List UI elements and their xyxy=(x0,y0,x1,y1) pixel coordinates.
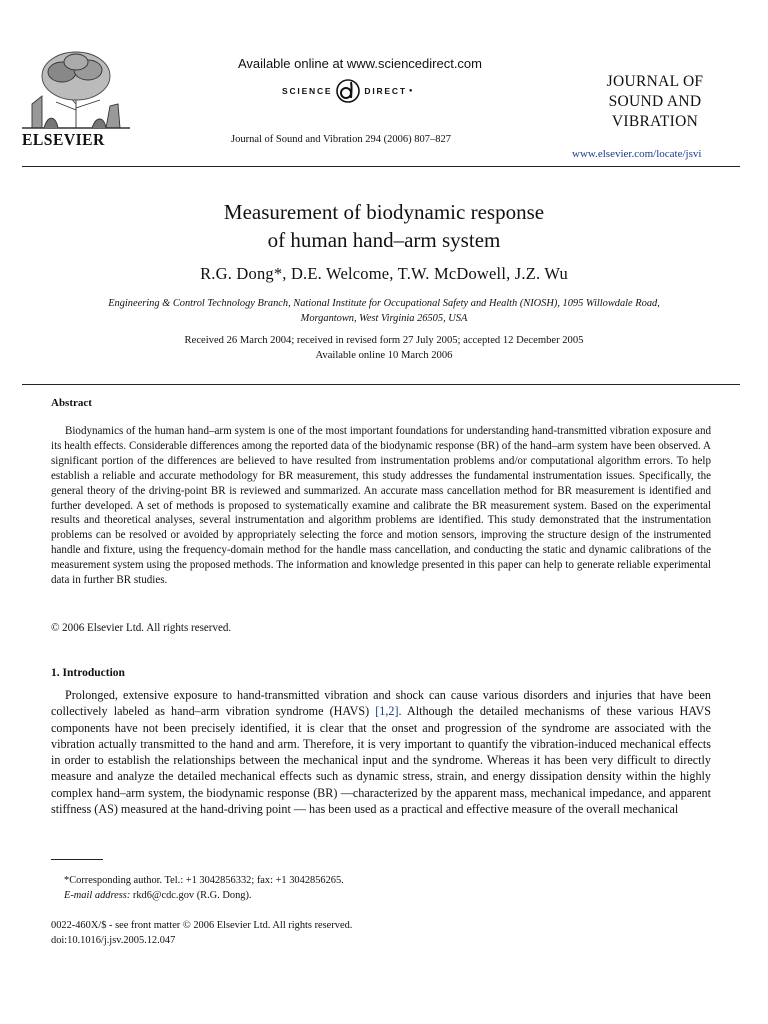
footnote-doi[interactable]: doi:10.1016/j.jsv.2005.12.047 xyxy=(51,935,176,946)
introduction-text-part: . Although the detailed mechanisms of these various HAVS components have not been precisely identified, it is clear that the onset and progression of the syndrome are associated with the vibration actually transmitted to the hand and arm. Therefore, it is very important to quantify the vibration-induced mechanical effects in order to establish the relationships between the mechanical input and the syndrome. Whereas it has been very difficult to directly measure and analyze the detailed mechanical effects such as dynamic stress, strain, and energy dissipation density within the highly complex hand–arm system, the biodynamic response (BR) —characterized by the apparent mass, mechanical impedance, and apparent stiffness (AS) measured at the hand-driving point — has been used as a practical and effective measure of the overall mechanical xyxy=(51,704,712,817)
citation-link[interactable]: [1,2] xyxy=(375,704,399,719)
article-title-line: of human hand–arm system xyxy=(267,228,501,252)
footnote-email xyxy=(64,890,252,901)
journal-reference: Journal of Sound and Vibration 294 (2006) 807–827 xyxy=(231,134,451,145)
abstract-divider xyxy=(22,384,740,385)
article-title-line: Measurement of biodynamic response xyxy=(223,200,545,224)
received-dates: Received 26 March 2004; received in revised form 27 July 2005; accepted 12 December 2005 xyxy=(184,335,584,346)
publisher-name: ELSEVIER xyxy=(22,130,105,149)
abstract-heading: Abstract xyxy=(51,397,92,409)
affiliation xyxy=(50,296,718,326)
elsevier-logo xyxy=(22,44,132,150)
footnote-corresponding-author: *Corresponding author. Tel.: +1 3042856332; fax: +1 3042856265. xyxy=(64,875,344,886)
affiliation-line: Engineering & Control Technology Branch, National Institute for Occupational Safety and Health (NIOSH), 1095 Willowdale Road, xyxy=(108,298,660,309)
journal-url-link[interactable]: www.elsevier.com/locate/jsvi xyxy=(572,148,702,160)
available-online-link[interactable]: Available online at www.sciencedirect.com xyxy=(238,56,482,71)
abstract-body: Biodynamics of the human hand–arm system is one of the most important foundations for understanding hand-transmitted vibration exposure and its health effects. Considerable differences among the reported data of the biodynamic response (BR) of the hand–arm system have been observed. A significant portion of the differences are believed to have resulted from instrumentation problems and/or computational algorithm errors. To help establish a reliable and accurate methodology for BR measurement, this study addresses the fundamental instrumentation issues. Specifically, the general theory of the driving-point BR is reviewed and summarized. An accurate mass cancellation method for BR measurement is identified and further developed. A set of methods is proposed to systematically examine and calibrate the BR measurement system. Based on the experimental results and theoretical analyses, several instrumentation and algorithm problems are identified. This study demonstrated that the instrumentation problems can be resolved or avoided by appropriately selecting the force and motion sensors, improving the structure design of the instrumented handle and fixture, using the frequency-domain method for the handle mass cancellation, and conducting the static and dynamic calibrations of the measurement system using the proposed methods. The information and knowledge presented in this paper can help to generate reliable experimental data in further BR studies. xyxy=(51,425,711,587)
introduction-body xyxy=(51,687,711,817)
science-word: SCIENCE xyxy=(282,86,333,96)
author-list: R.G. Dong*, D.E. Welcome, T.W. McDowell, J.Z. Wu xyxy=(200,264,568,283)
journal-title-line: SOUND AND xyxy=(608,93,702,110)
sciencedirect-logo xyxy=(282,78,414,104)
email-label: E-mail address: xyxy=(64,890,131,901)
journal-title-line: VIBRATION xyxy=(611,113,699,130)
footnote-issn: 0022-460X/$ - see front matter © 2006 Elsevier Ltd. All rights reserved. xyxy=(51,920,353,931)
header-divider xyxy=(22,166,740,167)
article-dates xyxy=(60,333,708,363)
section-heading-introduction: 1. Introduction xyxy=(51,667,125,679)
affiliation-line: Morgantown, West Virginia 26505, USA xyxy=(300,313,468,324)
sciencedirect-d-icon xyxy=(335,78,361,104)
journal-title xyxy=(590,72,720,132)
footnote-divider xyxy=(51,859,103,860)
abstract-copyright: © 2006 Elsevier Ltd. All rights reserved. xyxy=(51,622,232,634)
direct-word: DIRECT xyxy=(364,86,407,96)
registered-mark-icon: ● xyxy=(408,88,415,94)
journal-title-line: JOURNAL OF xyxy=(606,73,704,90)
tree-emblem-icon xyxy=(22,44,130,130)
introduction-text-part: Prolonged, extensive exposure to hand-transmitted vibration and shock can cause various disorders and injuries that have been collectively labeled as hand–arm vibration syndrome (HAVS) xyxy=(51,688,711,719)
available-online-date: Available online 10 March 2006 xyxy=(315,350,453,361)
article-title xyxy=(60,198,708,254)
email-address[interactable]: rkd6@cdc.gov (R.G. Dong). xyxy=(130,890,252,901)
